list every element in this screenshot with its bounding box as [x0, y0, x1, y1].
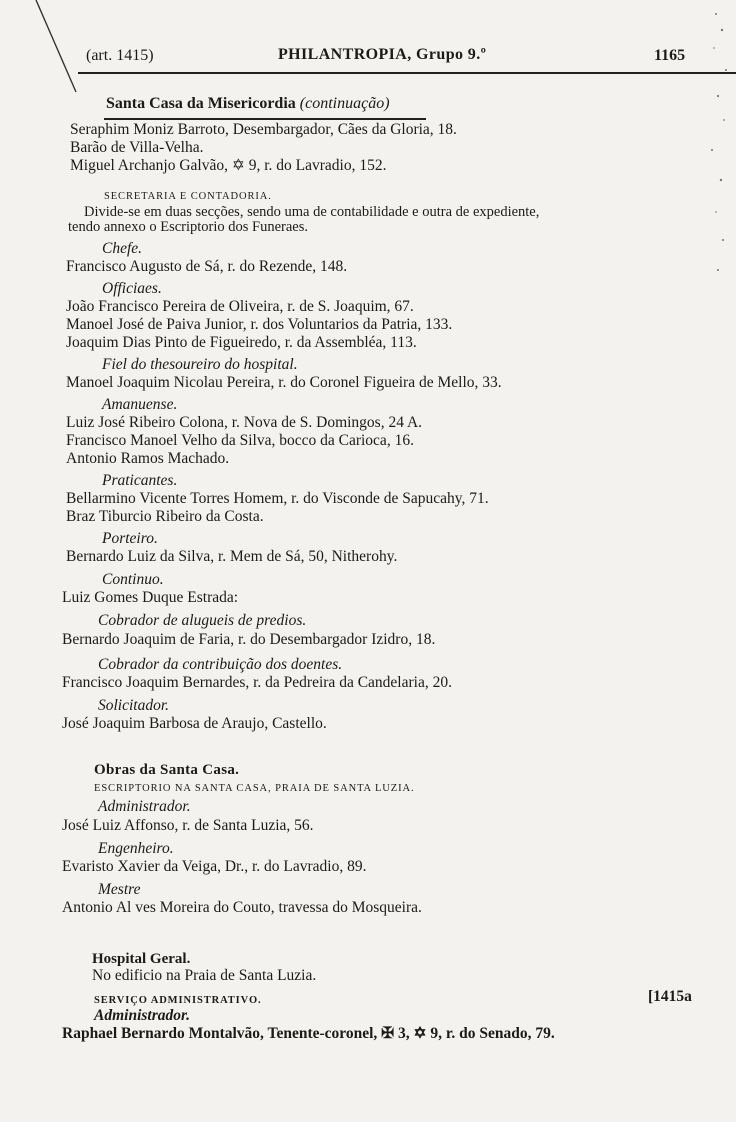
hospital-heading: Hospital Geral. [92, 951, 191, 967]
list-item: Francisco Manoel Velho da Silva, bocco da Carioca, 16. [66, 432, 414, 449]
list-item: Seraphim Moniz Barroto, Desembargador, Cães da Gloria, 18. [70, 121, 457, 138]
list-item: Francisco Augusto de Sá, r. do Rezende, 148. [66, 258, 348, 275]
obras-subheading: ESCRIPTORIO NA SANTA CASA, PRAIA DE SANTA LUZIA. [94, 783, 415, 794]
role-title-solicitador: Solicitador. [98, 697, 170, 714]
list-item: Francisco Joaquim Bernardes, r. da Pedreira da Candelaria, 20. [62, 674, 452, 691]
hospital-service-heading: SERVIÇO ADMINISTRATIVO. [94, 995, 262, 1006]
list-item: Bellarmino Vicente Torres Homem, r. do Visconde de Sapucahy, 71. [66, 490, 489, 507]
list-item: Manoel José de Paiva Junior, r. dos Voluntarios da Patria, 133. [66, 316, 453, 333]
list-item: Joaquim Dias Pinto de Figueiredo, r. da Assembléa, 113. [66, 334, 417, 351]
role-title-officiaes: Officiaes. [102, 280, 162, 297]
role-title-porteiro: Porteiro. [102, 530, 158, 547]
list-item: Manoel Joaquim Nicolau Pereira, r. do Coronel Figueira de Mello, 33. [66, 374, 502, 391]
list-item: Luiz José Ribeiro Colona, r. Nova de S. Domingos, 24 A. [66, 414, 423, 431]
role-title-praticantes: Praticantes. [102, 472, 178, 489]
role-title-chefe: Chefe. [102, 240, 143, 257]
page-header-article: (art. 1415) [86, 47, 154, 64]
marginal-reference: [1415a [648, 988, 692, 1005]
section-title [106, 95, 390, 113]
list-item: Miguel Archanjo Galvão, ✡ 9, r. do Lavradio, 152. [70, 157, 387, 174]
role-title-continuo: Continuo. [102, 571, 164, 588]
list-item: Raphael Bernardo Montalvão, Tenente-coronel, ✠ 3, ✡ 9, r. do Senado, 79. [62, 1025, 555, 1042]
margin-ink-stroke [0, 0, 80, 110]
list-item: Luiz Gomes Duque Estrada: [62, 589, 239, 606]
section-title-sub: (continuação) [299, 95, 390, 112]
section-title-rule [104, 118, 426, 120]
list-item: Bernardo Luiz da Silva, r. Mem de Sá, 50, Nitherohy. [66, 548, 398, 565]
scan-edge-noise [696, 0, 736, 300]
role-title-administrador: Administrador. [98, 798, 191, 815]
role-title-cobrador-alugueis: Cobrador de alugueis de predios. [98, 612, 307, 629]
role-title-cobrador-contribuicao: Cobrador da contribuição dos doentes. [98, 656, 343, 673]
hospital-location: No edificio na Praia de Santa Luzia. [92, 967, 317, 984]
role-title-amanuense: Amanuense. [102, 396, 178, 413]
section-title-main: Santa Casa da Misericordia [106, 95, 296, 112]
page-number: 1165 [654, 47, 686, 64]
list-item: Evaristo Xavier da Veiga, Dr., r. do Lavradio, 89. [62, 858, 367, 875]
secretaria-description: Divide-se em duas secções, sendo uma de contabilidade e outra de expediente, [84, 204, 540, 220]
list-item: Antonio Ramos Machado. [66, 450, 230, 467]
role-title-fiel: Fiel do thesoureiro do hospital. [102, 356, 298, 373]
list-item: João Francisco Pereira de Oliveira, r. de S. Joaquim, 67. [66, 298, 414, 315]
list-item: Braz Tiburcio Ribeiro da Costa. [66, 508, 264, 525]
list-item: Bernardo Joaquim de Faria, r. do Desembargador Izidro, 18. [62, 631, 436, 648]
secretaria-heading: SECRETARIA E CONTADORIA. [104, 191, 272, 202]
list-item: José Joaquim Barbosa de Araujo, Castello. [62, 715, 327, 732]
role-title-administrador-hospital: Administrador. [94, 1007, 191, 1024]
list-item: José Luiz Affonso, r. de Santa Luzia, 56. [62, 817, 314, 834]
role-title-mestre: Mestre [98, 881, 141, 898]
obras-heading: Obras da Santa Casa. [94, 762, 240, 778]
header-rule [78, 72, 736, 74]
secretaria-description-cont: tendo annexo o Escriptorio dos Funeraes. [68, 219, 309, 235]
list-item: Antonio Al ves Moreira do Couto, travessa do Mosqueira. [62, 899, 422, 916]
role-title-engenheiro: Engenheiro. [98, 840, 174, 857]
page-header-title: PHILANTROPIA, Grupo 9.º [278, 46, 487, 63]
list-item: Barão de Villa-Velha. [70, 139, 204, 156]
